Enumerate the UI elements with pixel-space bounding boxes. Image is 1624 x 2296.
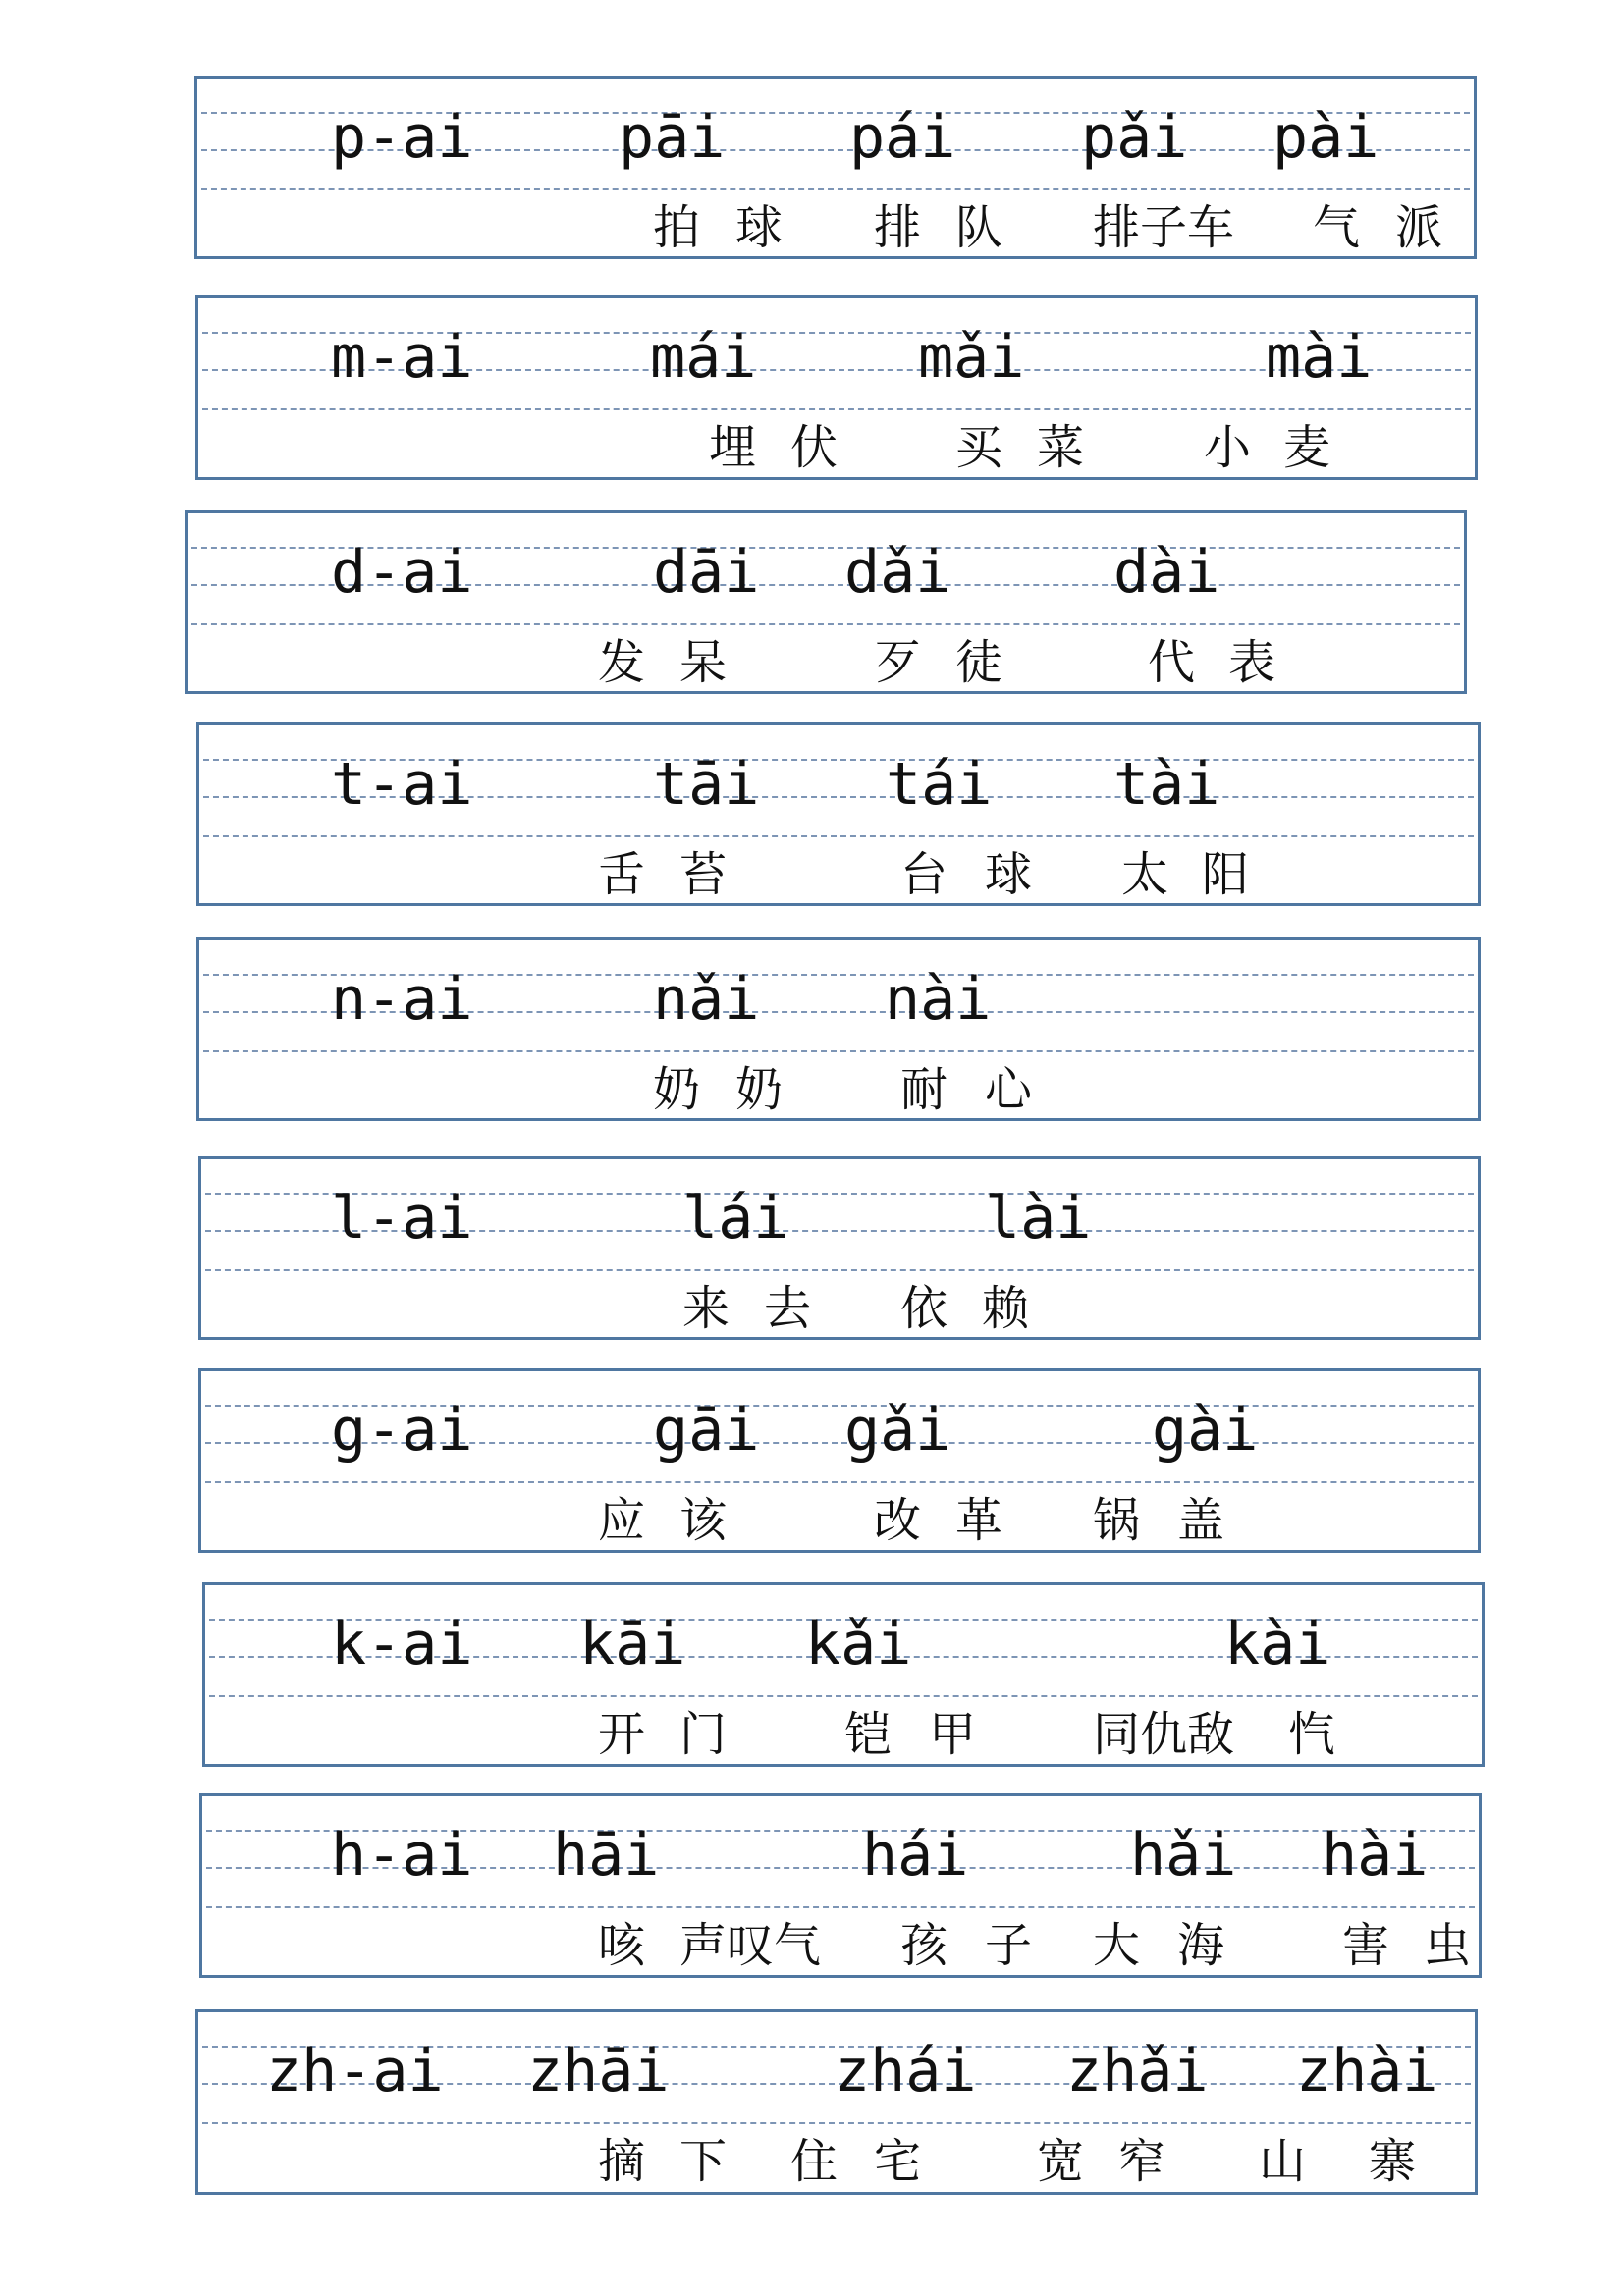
spelling-formula: l-ai: [331, 1184, 473, 1253]
pinyin-syllable: hài: [1322, 1821, 1429, 1890]
guideline: [202, 408, 1471, 410]
pinyin-syllable: hāi: [553, 1821, 660, 1890]
pinyin-syllable: kāi: [579, 1610, 686, 1679]
chinese-word: 孩: [900, 1918, 948, 1973]
chinese-word: 下: [679, 2134, 728, 2189]
chinese-word: 代: [1148, 635, 1196, 690]
syllable-row: [198, 1156, 1481, 1340]
syllable-row: [202, 1582, 1485, 1767]
guideline: [201, 188, 1470, 190]
pinyin-syllable: dāi: [653, 538, 760, 607]
chinese-word: 发: [598, 635, 646, 690]
pinyin-syllable: gài: [1152, 1396, 1259, 1465]
pinyin-syllable: mǎi: [918, 323, 1025, 392]
chinese-word: 伏: [790, 420, 839, 475]
guideline: [206, 1906, 1475, 1908]
pinyin-syllable: pài: [1272, 103, 1380, 172]
chinese-word: 改: [874, 1493, 922, 1548]
syllable-row: [195, 2009, 1478, 2195]
chinese-word: 山: [1259, 2134, 1307, 2189]
guideline: [203, 835, 1474, 837]
pinyin-syllable: hái: [862, 1821, 969, 1890]
chinese-word: 耐: [900, 1062, 948, 1117]
chinese-word: 开: [598, 1707, 646, 1762]
chinese-word: 台: [900, 847, 948, 902]
chinese-word: 小: [1204, 420, 1252, 475]
guideline: [205, 1269, 1474, 1271]
chinese-word: 依: [900, 1281, 948, 1336]
syllable-row: [196, 722, 1481, 906]
chinese-word: 球: [985, 847, 1033, 902]
pinyin-syllable: gǎi: [844, 1396, 951, 1465]
chinese-word: 赖: [982, 1281, 1030, 1336]
chinese-word: 气: [1313, 200, 1361, 255]
spelling-formula: h-ai: [331, 1821, 473, 1890]
pinyin-syllable: pái: [849, 103, 956, 172]
chinese-word: 盖: [1177, 1493, 1225, 1548]
spelling-formula: zh-ai: [266, 2037, 444, 2106]
pinyin-syllable: tái: [886, 750, 993, 819]
chinese-word: 虫: [1424, 1918, 1472, 1973]
chinese-word: 排: [874, 200, 922, 255]
chinese-word: 来: [682, 1281, 731, 1336]
pinyin-syllable: dài: [1113, 538, 1220, 607]
chinese-word: 革: [955, 1493, 1003, 1548]
syllable-row: [185, 510, 1467, 694]
spelling-formula: g-ai: [331, 1396, 473, 1465]
chinese-word: 麦: [1283, 420, 1331, 475]
chinese-word: 窄: [1118, 2134, 1166, 2189]
chinese-word: 拍: [653, 200, 701, 255]
pinyin-syllable: lài: [985, 1184, 1092, 1253]
chinese-word: 大: [1093, 1918, 1141, 1973]
spelling-formula: k-ai: [331, 1610, 473, 1679]
spelling-formula: t-ai: [331, 750, 473, 819]
chinese-word: 表: [1228, 635, 1276, 690]
pinyin-syllable: pāi: [619, 103, 726, 172]
pinyin-syllable: tài: [1113, 750, 1220, 819]
chinese-word: 球: [735, 200, 784, 255]
chinese-word: 忾: [1288, 1707, 1336, 1762]
guideline: [202, 2122, 1471, 2124]
chinese-word: 害: [1342, 1918, 1390, 1973]
chinese-word: 派: [1395, 200, 1443, 255]
chinese-word: 菜: [1037, 420, 1085, 475]
pinyin-syllable: kǎi: [805, 1610, 912, 1679]
syllable-row: [196, 937, 1481, 1121]
chinese-word: 宽: [1037, 2134, 1085, 2189]
pinyin-syllable: mái: [650, 323, 757, 392]
chinese-word: 去: [764, 1281, 812, 1336]
chinese-word: 应: [598, 1493, 646, 1548]
pinyin-syllable: nài: [885, 965, 992, 1034]
chinese-word: 队: [955, 200, 1003, 255]
pinyin-syllable: zhǎi: [1066, 2037, 1209, 2106]
syllable-row: [198, 1368, 1481, 1553]
pinyin-syllable: zhāi: [527, 2037, 670, 2106]
chinese-word: 买: [955, 420, 1003, 475]
pinyin-syllable: pǎi: [1081, 103, 1188, 172]
chinese-word: 舌: [598, 847, 646, 902]
chinese-word: 该: [679, 1493, 728, 1548]
pinyin-syllable: tāi: [653, 750, 760, 819]
pinyin-syllable: lái: [682, 1184, 789, 1253]
chinese-word: 寨: [1369, 2134, 1417, 2189]
chinese-word: 太: [1121, 847, 1169, 902]
chinese-word: 咳: [598, 1918, 646, 1973]
chinese-word: 摘: [598, 2134, 646, 2189]
syllable-row: [194, 76, 1477, 259]
pinyin-syllable: hǎi: [1130, 1821, 1237, 1890]
pinyin-syllable: kài: [1224, 1610, 1331, 1679]
chinese-word: 徒: [955, 635, 1003, 690]
chinese-word: 埋: [709, 420, 757, 475]
pinyin-syllable: zhái: [835, 2037, 977, 2106]
spelling-formula: d-ai: [331, 538, 473, 607]
syllable-row: [195, 295, 1478, 480]
chinese-word: 阳: [1202, 847, 1250, 902]
spelling-formula: p-ai: [331, 103, 473, 172]
chinese-word: 甲: [929, 1707, 977, 1762]
spelling-formula: n-ai: [331, 965, 473, 1034]
chinese-word: 苔: [679, 847, 728, 902]
chinese-word: 心: [985, 1062, 1033, 1117]
chinese-word: 奶: [653, 1062, 701, 1117]
pinyin-syllable: gāi: [653, 1396, 760, 1465]
chinese-word: 铠: [844, 1707, 893, 1762]
syllable-row: [199, 1793, 1482, 1978]
chinese-word: 同仇敌: [1093, 1707, 1235, 1762]
chinese-word: 歹: [874, 635, 922, 690]
guideline: [205, 1481, 1474, 1483]
chinese-word: 门: [679, 1707, 728, 1762]
pinyin-syllable: zhài: [1296, 2037, 1438, 2106]
spelling-formula: m-ai: [331, 323, 473, 392]
guideline: [203, 1050, 1474, 1052]
pinyin-syllable: nǎi: [653, 965, 760, 1034]
chinese-word: 呆: [679, 635, 728, 690]
guideline: [209, 1695, 1478, 1697]
pinyin-syllable: mài: [1266, 323, 1373, 392]
chinese-word: 声叹气: [679, 1918, 822, 1973]
chinese-word: 住: [790, 2134, 839, 2189]
chinese-word: 排子车: [1093, 200, 1235, 255]
guideline: [191, 623, 1460, 625]
chinese-word: 奶: [735, 1062, 784, 1117]
chinese-word: 锅: [1093, 1493, 1141, 1548]
pinyin-syllable: dǎi: [844, 538, 951, 607]
chinese-word: 子: [985, 1918, 1033, 1973]
chinese-word: 海: [1177, 1918, 1225, 1973]
chinese-word: 宅: [874, 2134, 922, 2189]
